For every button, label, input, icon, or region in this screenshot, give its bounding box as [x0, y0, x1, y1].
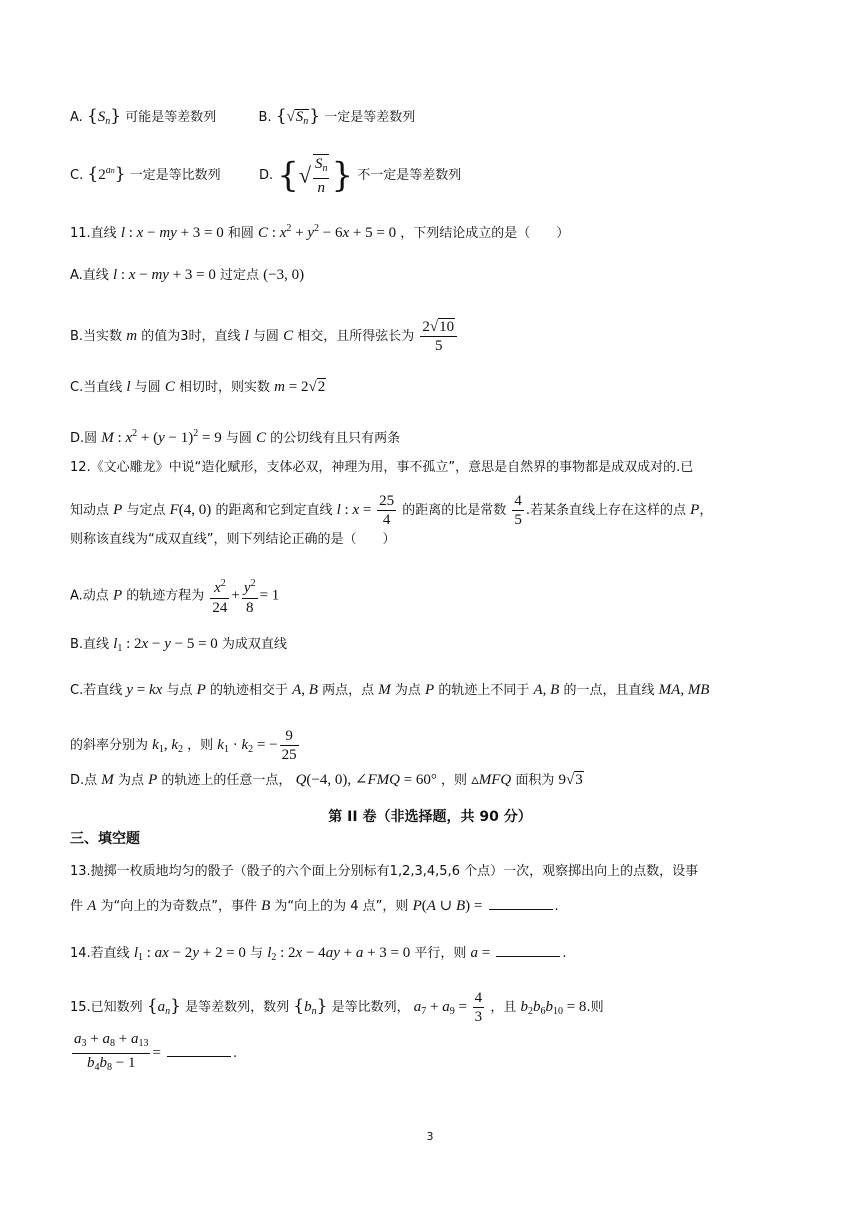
- q12-d-mid1: 为点: [117, 773, 144, 788]
- q15-mid3: ，且: [490, 1000, 517, 1015]
- q11-a-suffix: 过定点: [220, 268, 260, 283]
- q11-option-c: C.当直线 l 与圆 C 相切时，则实数 m = 2√2: [70, 379, 326, 395]
- q11-b-mid: 的值为3时，直线: [141, 329, 241, 344]
- q14-end: .: [562, 946, 567, 961]
- q14: 14.若直线 $l_1$ : ax − 2y + 2 = 0 与 $l_2$ : 2x − 4ay + a + 3 = 0 平行，则 a = .: [70, 945, 567, 963]
- q15-end: .则: [586, 1000, 604, 1015]
- q11-d-end: 的公切线有且只有两条: [270, 431, 401, 446]
- q12-b-prefix: B.直线: [70, 637, 110, 652]
- q12-stem3: 则称该直线为“成双直线”，则下列结论正确的是（ ）: [70, 532, 396, 547]
- q15-prefix: 15.已知数列: [70, 1000, 143, 1015]
- q12-option-b: B.直线 $l_1$ : 2x − y − 5 = 0 为成双直线: [70, 636, 287, 654]
- q11-a-prefix: A.直线: [70, 268, 109, 283]
- q15-mid2: 是等比数列，: [331, 1000, 410, 1015]
- q14-mid: 与: [250, 946, 264, 961]
- q12-stem-line1: [70, 458, 693, 478]
- q12-stem2-d: 的距离的比是常数: [402, 503, 507, 518]
- q13-answer-blank[interactable]: [489, 897, 553, 910]
- q12-c-mid4: 为点: [394, 683, 421, 698]
- q12-a-prefix: A.动点: [70, 588, 109, 604]
- q12-c-mid3: 两点，点: [322, 683, 375, 698]
- q12-c-prefix: C.若直线: [70, 683, 123, 698]
- q10-d-label: D.: [258, 168, 274, 183]
- q10-c-text: 一定是等比数列: [129, 168, 221, 183]
- section-title: 第 II 卷（非选择题，共 90 分）: [328, 809, 532, 825]
- q11-option-a: A.直线 l : x − my + 3 = 0 过定点 (−3, 0): [70, 267, 305, 283]
- q11-d-suffix: 与圆: [225, 431, 252, 446]
- q11-c-suffix: 相切时，则实数: [178, 380, 270, 395]
- q11-option-d: D.圆 M : $x^2 + (y - 1)^2 = 9$ 与圆 C 的公切线有且只有两条: [70, 428, 401, 446]
- q13-line1: [70, 862, 698, 882]
- q11-b-mid2: 与圆: [252, 329, 279, 344]
- q10-b-text: 一定是等差数列: [324, 110, 416, 125]
- q12-c-mid2: 的轨迹相交于: [209, 683, 288, 698]
- q12-option-c-line1: C.若直线 y = kx 与点 P 的轨迹相交于 A, B 两点，点 M 为点 P 的轨迹上不同于 A, B 的一点，且直线 MA, MB: [70, 682, 710, 698]
- q11-stem-prefix: 11.直线: [70, 226, 117, 241]
- q12-option-c-line2: 的斜率分别为 $k_1$, $k_2$ ，则 $k_1 \cdot k_2$ = − $\frac{9}{25}$: [70, 728, 297, 763]
- q15-answer-blank[interactable]: [167, 1044, 231, 1057]
- q12-option-a: A.动点 P 的轨迹方程为 $\frac{x^2}{24}$ + $\frac{y^2}{8}$ = 1: [70, 575, 279, 617]
- q10-d-text: 不一定是等差数列: [357, 168, 462, 183]
- q11-b-prefix: B.当实数: [70, 329, 123, 344]
- q12-option-d: D.点 M 为点 P 的轨迹上的任意一点， Q(−4, 0), ∠FMQ = 60° ，则 ▵MFQ 面积为 9√3: [70, 772, 583, 788]
- q10-options-cd: C. $\{2^{an}\}$ 一定是等比数列 D. {√ $\frac{S_n}{n}$ } 不一定是等差数列: [70, 155, 462, 196]
- q11-stem: 11.直线 l : x − my + 3 = 0 和圆 C : $x^2 + y^2 - 6x + 5 = 0$ ，下列结论成立的是（ ）: [70, 223, 570, 241]
- q12-b-suffix: 为成双直线: [221, 637, 287, 652]
- q12-stem-line3: [70, 530, 395, 550]
- q11-c-prefix: C.当直线: [70, 380, 123, 395]
- q12-stem2-b: 与定点: [126, 503, 166, 518]
- q12-c-mid5: 的轨迹上不同于: [438, 683, 530, 698]
- page-number: 3: [426, 1130, 434, 1143]
- q13-line1-text: 13.抛掷一枚质地均匀的骰子（骰子的六个面上分别标有1,2,3,4,5,6 个点）一次，观察掷出向上的点数，设事: [70, 864, 699, 879]
- q13-line2-a: 件: [70, 899, 84, 914]
- q10-a-text: 可能是等差数列: [125, 110, 217, 125]
- q15-line2: $\frac{a_3 + a_8 + a_{13}}{b_4b_8 - 1}$ = .: [74, 1031, 238, 1073]
- q11-c-mid: 与圆: [134, 380, 161, 395]
- q14-answer-blank[interactable]: [496, 944, 560, 957]
- q14-mid2: 平行，则: [414, 946, 467, 961]
- q11-b-suffix: 相交，且所得弦长为: [297, 329, 415, 344]
- q15-line1: 15.已知数列 $\{a_n\}$ 是等差数列，数列 $\{b_n\}$ 是等比数列， $a_7 + a_9$ = $\frac{4}{3}$ ，且 $b_2b_6b_{10} = 8$.则: [70, 990, 604, 1025]
- q12-stem2-c: 的距离和它到定直线: [215, 503, 333, 518]
- q12-d-mid2: 的轨迹上的任意一点，: [161, 773, 292, 788]
- q12-c2-prefix: 的斜率分别为: [70, 738, 149, 753]
- q11-d-prefix: D.圆: [70, 431, 98, 446]
- q10-a-label: A.: [70, 110, 83, 125]
- q12-d-mid4: 面积为: [515, 773, 555, 788]
- q12-stem1: 12.《文心雕龙》中说“造化赋形，支体必双，神理为用，事不孤立”，意思是自然界的事物都是成双成对的.已: [70, 460, 694, 475]
- q11-option-b: B.当实数 m 的值为3时，直线 l 与圆 C 相交，且所得弦长为 $\frac{2√10}{5}$: [70, 318, 459, 355]
- q12-stem2-e: .若某条直线上存在这样的点: [525, 503, 687, 518]
- q12-d-prefix: D.点: [70, 773, 98, 788]
- q14-prefix: 14.若直线: [70, 946, 130, 961]
- q13-line2-b: 为“向上的为奇数点”，事件: [100, 899, 257, 914]
- q10-c-label: C.: [70, 168, 84, 183]
- q13-line2-end: .: [554, 899, 559, 914]
- q12-stem-line2: 知动点 P 与定点 F(4, 0) 的距离和它到定直线 l : x = $\frac{25}{4}$ 的距离的比是常数 $\frac{4}{5}$ .若某条直线上存在这样的点 P，: [70, 493, 713, 528]
- q12-c2-mid: ，则: [187, 738, 214, 753]
- q15-mid1: 是等差数列，数列: [185, 1000, 290, 1015]
- q12-c-mid1: 与点: [166, 683, 193, 698]
- q12-d-mid3: ，则: [441, 773, 468, 788]
- q12-a-suffix: 的轨迹方程为: [126, 588, 205, 604]
- section-heading: 三、填空题: [70, 831, 140, 847]
- q12-stem2-a: 知动点: [70, 503, 110, 518]
- q11-stem-mid: 和圆: [227, 226, 254, 241]
- q11-stem-suffix: ，下列结论成立的是（ ）: [400, 226, 570, 241]
- q10-options-ab: A. $\{S_n\}$ 可能是等差数列 B. $\{√S_n\}$ 一定是等差数列: [70, 106, 416, 127]
- q15-line2-end: .: [233, 1046, 238, 1061]
- q10-b-label: B.: [258, 110, 272, 125]
- q12-stem2-f: ，: [699, 503, 713, 518]
- q13-line2: 件 A 为“向上的为奇数点”，事件 B 为“向上的为 4 点”，则 P(A ∪ B) = .: [70, 898, 559, 914]
- q12-c-mid6: 的一点，且直线: [563, 683, 655, 698]
- q13-line2-c: 为“向上的为 4 点”，则: [274, 899, 409, 914]
